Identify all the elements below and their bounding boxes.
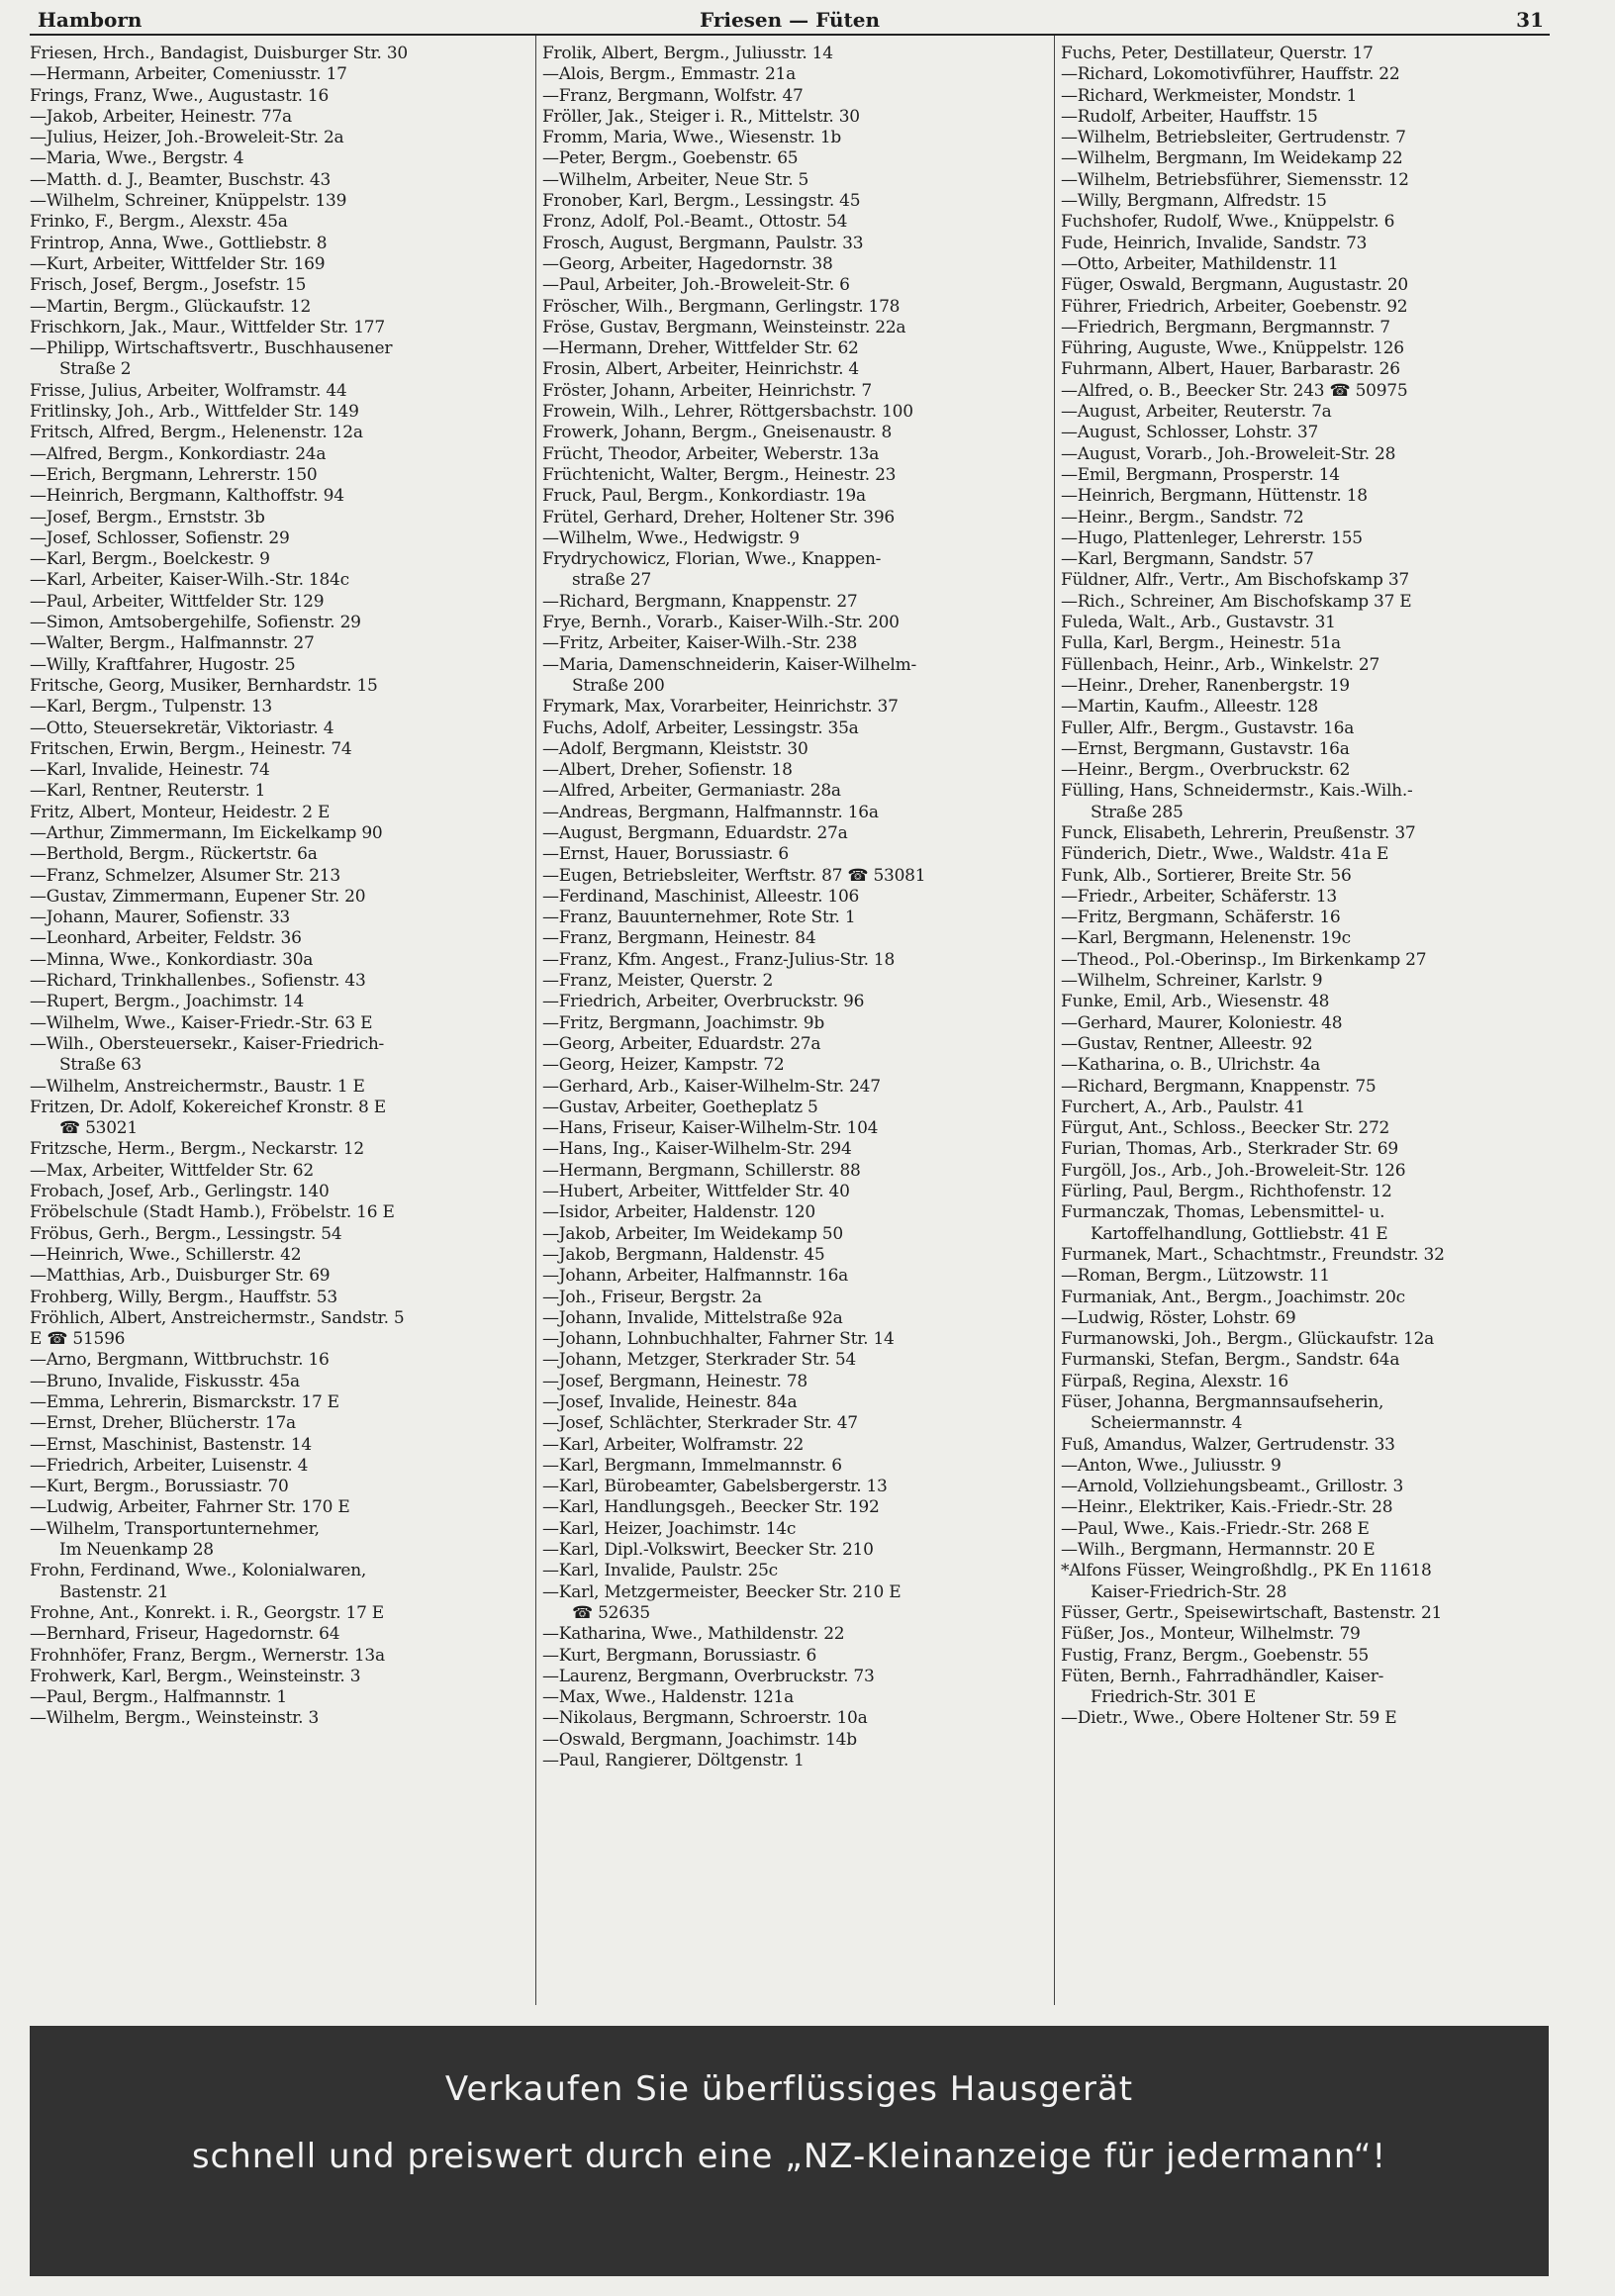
directory-entry: —Karl, Invalide, Paulstr. 25c (542, 1561, 778, 1581)
directory-entry: —Eugen, Betriebsleiter, Werftstr. 87 ☎ 53081 (542, 865, 926, 886)
directory-entry: Fronz, Adolf, Pol.-Beamt., Ottostr. 54 (542, 212, 848, 233)
directory-entry: —Jakob, Arbeiter, Im Weidekamp 50 (542, 1223, 843, 1244)
directory-entry: Fuhrmann, Albert, Hauer, Barbarastr. 26 (1061, 359, 1400, 380)
directory-entry: Frinko, F., Bergm., Alexstr. 45a (30, 212, 288, 233)
directory-entry: —Ernst, Maschinist, Bastenstr. 14 (30, 1434, 312, 1455)
directory-entry: Fustig, Franz, Bergm., Goebenstr. 55 (1061, 1645, 1370, 1666)
directory-entry: —Karl, Bürobeamter, Gabelsbergerstr. 13 (542, 1477, 888, 1497)
directory-entry: —Josef, Schlosser, Sofienstr. 29 (30, 527, 290, 548)
directory-entry: Fritsche, Georg, Musiker, Bernhardstr. 15 (30, 675, 378, 696)
directory-entry: Frowerk, Johann, Bergm., Gneisenaustr. 8 (542, 423, 893, 443)
directory-entry: Fröster, Johann, Arbeiter, Heinrichstr. 7 (542, 380, 872, 401)
directory-entry: —Joh., Friseur, Bergstr. 2a (542, 1287, 762, 1307)
directory-entry: Frisch, Josef, Bergm., Josefstr. 15 (30, 275, 307, 296)
directory-entry: —Gustav, Rentner, Alleestr. 92 (1061, 1033, 1313, 1054)
directory-entry: —Ludwig, Röster, Lohstr. 69 (1061, 1307, 1296, 1328)
directory-entry: —Wilhelm, Anstreichermstr., Baustr. 1 E (30, 1076, 365, 1097)
directory-entry: Frisse, Julius, Arbeiter, Wolframstr. 44 (30, 380, 347, 401)
directory-entry: Kartoffelhandlung, Gottliebstr. 41 E (1091, 1223, 1388, 1244)
directory-entry: —Alois, Bergm., Emmastr. 21a (542, 64, 796, 85)
directory-entry: —Berthold, Bergm., Rückertstr. 6a (30, 844, 318, 865)
directory-entry: —Katharina, o. B., Ulrichstr. 4a (1061, 1055, 1321, 1076)
directory-entry: —Kurt, Arbeiter, Wittfelder Str. 169 (30, 253, 326, 274)
directory-entry: —Josef, Schlächter, Sterkrader Str. 47 (542, 1413, 858, 1434)
column-divider (535, 36, 536, 2005)
directory-entry: —Wilhelm, Arbeiter, Neue Str. 5 (542, 169, 809, 190)
directory-entry: —Arthur, Zimmermann, Im Eickelkamp 90 (30, 822, 383, 843)
directory-entry: Fulla, Karl, Bergm., Heinestr. 51a (1061, 633, 1341, 654)
directory-entry: —Heinrich, Bergmann, Hüttenstr. 18 (1061, 486, 1368, 507)
directory-entry: Frydrychowicz, Florian, Wwe., Knappen- (542, 549, 882, 570)
directory-entry: Fronober, Karl, Bergm., Lessingstr. 45 (542, 191, 861, 212)
directory-entry: —Friedrich, Bergmann, Bergmannstr. 7 (1061, 317, 1390, 337)
directory-entry: —Karl, Heizer, Joachimstr. 14c (542, 1518, 797, 1539)
directory-entry: *Alfons Füsser, Weingroßhdlg., PK En 11618 (1061, 1561, 1432, 1581)
directory-entry: —Jakob, Arbeiter, Heinestr. 77a (30, 106, 292, 127)
directory-entry: —Franz, Schmelzer, Alsumer Str. 213 (30, 865, 340, 886)
directory-entry: —Wilhelm, Schreiner, Knüppelstr. 139 (30, 191, 347, 212)
directory-entry: —Georg, Arbeiter, Hagedornstr. 38 (542, 253, 833, 274)
directory-entry: —Hermann, Bergmann, Schillerstr. 88 (542, 1160, 861, 1181)
directory-entry: —Heinr., Bergm., Overbruckstr. 62 (1061, 760, 1351, 781)
directory-entry: —Georg, Heizer, Kampstr. 72 (542, 1055, 785, 1076)
directory-entry: —Fritz, Bergmann, Schäferstr. 16 (1061, 908, 1341, 928)
directory-entry: —Hans, Friseur, Kaiser-Wilhelm-Str. 104 (542, 1118, 879, 1139)
directory-entry: —Albert, Dreher, Sofienstr. 18 (542, 760, 793, 781)
directory-entry: —Otto, Steuersekretär, Viktoriastr. 4 (30, 718, 334, 738)
directory-entry: —Hubert, Arbeiter, Wittfelder Str. 40 (542, 1182, 850, 1202)
directory-entry: Frohberg, Willy, Bergm., Hauffstr. 53 (30, 1287, 337, 1307)
directory-entry: —Wilhelm, Betriebsleiter, Gertrudenstr. 7 (1061, 128, 1406, 148)
directory-entry: —Wilhelm, Wwe., Kaiser-Friedr.-Str. 63 E (30, 1012, 373, 1033)
directory-entry: Fürling, Paul, Bergm., Richthofenstr. 12 (1061, 1182, 1392, 1202)
directory-entry: Fünderich, Dietr., Wwe., Waldstr. 41a E (1061, 844, 1389, 865)
directory-entry: Frischkorn, Jak., Maur., Wittfelder Str. 177 (30, 317, 385, 337)
directory-entry: —Franz, Bauunternehmer, Rote Str. 1 (542, 908, 856, 928)
directory-entry: —Gustav, Arbeiter, Goetheplatz 5 (542, 1097, 818, 1117)
directory-entry: —Wilh., Obersteuersekr., Kaiser-Friedrich- (30, 1033, 385, 1054)
directory-entry: —Katharina, Wwe., Mathildenstr. 22 (542, 1624, 845, 1645)
directory-entry: Fuleda, Walt., Arb., Gustavstr. 31 (1061, 613, 1336, 633)
directory-entry: —Johann, Lohnbuchhalter, Fahrner Str. 14 (542, 1329, 895, 1350)
directory-entry: —Rich., Schreiner, Am Bischofskamp 37 E (1061, 591, 1412, 612)
directory-entry: Führer, Friedrich, Arbeiter, Goebenstr. 92 (1061, 296, 1408, 317)
directory-entry: Frohnhöfer, Franz, Bergm., Wernerstr. 13a (30, 1645, 385, 1666)
directory-entry: —Willy, Kraftfahrer, Hugostr. 25 (30, 654, 296, 675)
directory-entry: —Karl, Bergmann, Immelmannstr. 6 (542, 1455, 842, 1476)
directory-entry: —Ferdinand, Maschinist, Alleestr. 106 (542, 886, 860, 907)
page-number: 31 (1516, 8, 1544, 32)
header-city: Hamborn (38, 8, 142, 32)
directory-entry: —Johann, Arbeiter, Halfmannstr. 16a (542, 1266, 849, 1287)
directory-entry: —Fritz, Arbeiter, Kaiser-Wilh.-Str. 238 (542, 633, 858, 654)
directory-entry: Fürpaß, Regina, Alexstr. 16 (1061, 1371, 1288, 1391)
directory-entry: —Kurt, Bergmann, Borussiastr. 6 (542, 1645, 817, 1666)
directory-entry: —Laurenz, Bergmann, Overbruckstr. 73 (542, 1666, 875, 1686)
directory-entry: Funck, Elisabeth, Lehrerin, Preußenstr. 37 (1061, 822, 1416, 843)
directory-entry: —Paul, Arbeiter, Joh.-Broweleit-Str. 6 (542, 275, 850, 296)
directory-entry: Frobach, Josef, Arb., Gerlingstr. 140 (30, 1182, 330, 1202)
directory-entry: —Johann, Invalide, Mittelstraße 92a (542, 1307, 843, 1328)
directory-entry: Funke, Emil, Arb., Wiesenstr. 48 (1061, 992, 1330, 1012)
directory-entry: —Bernhard, Friseur, Hagedornstr. 64 (30, 1624, 340, 1645)
directory-entry: —Franz, Bergmann, Heinestr. 84 (542, 928, 816, 949)
directory-entry: —Richard, Werkmeister, Mondstr. 1 (1061, 85, 1358, 106)
directory-entry: Füllenbach, Heinr., Arb., Winkelstr. 27 (1061, 654, 1380, 675)
directory-entry: —Franz, Bergmann, Wolfstr. 47 (542, 85, 804, 106)
directory-entry: Fülling, Hans, Schneidermstr., Kais.-Wilh.- (1061, 781, 1413, 802)
directory-entry: —Philipp, Wirtschaftsvertr., Buschhausener (30, 338, 393, 359)
directory-entry: Furmaniak, Ant., Bergm., Joachimstr. 20c (1061, 1287, 1405, 1307)
directory-entry: —August, Bergmann, Eduardstr. 27a (542, 822, 848, 843)
directory-entry: —Johann, Maurer, Sofienstr. 33 (30, 908, 290, 928)
directory-entry: —Otto, Arbeiter, Mathildenstr. 11 (1061, 253, 1339, 274)
header-range: Friesen — Füten (699, 8, 881, 32)
directory-entry: —Gerhard, Arb., Kaiser-Wilhelm-Str. 247 (542, 1076, 881, 1097)
directory-entry: Frolik, Albert, Bergm., Juliusstr. 14 (542, 44, 833, 63)
directory-entry: —Hans, Ing., Kaiser-Wilhelm-Str. 294 (542, 1139, 852, 1160)
directory-entry: Frohne, Ant., Konrekt. i. R., Georgstr. 17 E (30, 1602, 384, 1623)
directory-entry: Furchert, A., Arb., Paulstr. 41 (1061, 1097, 1305, 1117)
directory-entry: Fröse, Gustav, Bergmann, Weinsteinstr. 22a (542, 317, 906, 337)
directory-entry: —Josef, Bergmann, Heinestr. 78 (542, 1371, 808, 1391)
directory-entry: —Maria, Damenschneiderin, Kaiser-Wilhelm- (542, 654, 916, 675)
directory-entry: —Martin, Kaufm., Alleestr. 128 (1061, 697, 1318, 718)
directory-column-3 (1061, 44, 1550, 1730)
directory-entry: Frings, Franz, Wwe., Augustastr. 16 (30, 85, 330, 106)
directory-entry: —Martin, Bergm., Glückaufstr. 12 (30, 296, 312, 317)
directory-entry: —Arnold, Vollziehungsbeamt., Grillostr. 3 (1061, 1477, 1404, 1497)
directory-entry: Fromm, Maria, Wwe., Wiesenstr. 1b (542, 128, 842, 148)
directory-entry: Fritschen, Erwin, Bergm., Heinestr. 74 (30, 738, 352, 759)
directory-entry: —Roman, Bergm., Lützowstr. 11 (1061, 1266, 1330, 1287)
directory-entry: Frintrop, Anna, Wwe., Gottliebstr. 8 (30, 233, 328, 253)
directory-entry: Fritlinsky, Joh., Arb., Wittfelder Str. 149 (30, 402, 359, 423)
directory-entry: Frücht, Theodor, Arbeiter, Weberstr. 13a (542, 443, 880, 464)
directory-entry: —Wilhelm, Bergmann, Im Weidekamp 22 (1061, 148, 1403, 169)
directory-entry: —Franz, Meister, Querstr. 2 (542, 971, 774, 992)
directory-entry: —Andreas, Bergmann, Halfmannstr. 16a (542, 802, 879, 822)
directory-entry: —Karl, Dipl.-Volkswirt, Beecker Str. 210 (542, 1540, 874, 1561)
directory-entry: straße 27 (572, 570, 652, 591)
directory-entry: —Karl, Metzgermeister, Beecker Str. 210 E (542, 1581, 902, 1602)
directory-entry: —Theod., Pol.-Oberinsp., Im Birkenkamp 27 (1061, 949, 1427, 970)
directory-entry: E ☎ 51596 (30, 1329, 126, 1350)
directory-entry: —Paul, Arbeiter, Wittfelder Str. 129 (30, 591, 325, 612)
directory-entry: —Karl, Bergm., Boelckestr. 9 (30, 549, 270, 570)
directory-entry: —Max, Arbeiter, Wittfelder Str. 62 (30, 1160, 314, 1181)
directory-entry: —Wilhelm, Bergm., Weinsteinstr. 3 (30, 1708, 320, 1729)
directory-entry: —Friedrich, Arbeiter, Luisenstr. 4 (30, 1455, 309, 1476)
directory-entry: —Heinr., Bergm., Sandstr. 72 (1061, 507, 1304, 527)
directory-entry: —Wilhelm, Schreiner, Karlstr. 9 (1061, 971, 1323, 992)
directory-entry: —Wilhelm, Betriebsführer, Siemensstr. 12 (1061, 169, 1409, 190)
directory-entry: Fritz, Albert, Monteur, Heidestr. 2 E (30, 802, 331, 822)
directory-entry: —Ernst, Bergmann, Gustavstr. 16a (1061, 738, 1350, 759)
directory-entry: Führing, Auguste, Wwe., Knüppelstr. 126 (1061, 338, 1404, 359)
directory-entry: Furmanowski, Joh., Bergm., Glückaufstr. 12a (1061, 1329, 1435, 1350)
directory-entry: —Karl, Bergmann, Helenenstr. 19c (1061, 928, 1351, 949)
directory-entry: —Matthias, Arb., Duisburger Str. 69 (30, 1266, 331, 1287)
directory-entry: —Karl, Invalide, Heinestr. 74 (30, 760, 270, 781)
directory-entry: —Bruno, Invalide, Fiskusstr. 45a (30, 1371, 300, 1391)
directory-entry: —Anton, Wwe., Juliusstr. 9 (1061, 1455, 1282, 1476)
directory-entry: —Heinrich, Wwe., Schillerstr. 42 (30, 1244, 302, 1265)
directory-entry: —Karl, Bergm., Tulpenstr. 13 (30, 697, 272, 718)
directory-entry: —Hermann, Dreher, Wittfelder Str. 62 (542, 338, 859, 359)
directory-entry: Furgöll, Jos., Arb., Joh.-Broweleit-Str. 126 (1061, 1160, 1406, 1181)
header-rule (30, 34, 1550, 36)
directory-entry: Füldner, Alfr., Vertr., Am Bischofskamp 37 (1061, 570, 1409, 591)
directory-entry: Frütel, Gerhard, Dreher, Holtener Str. 396 (542, 507, 895, 527)
directory-entry: —Maria, Wwe., Bergstr. 4 (30, 148, 244, 169)
directory-entry: —Dietr., Wwe., Obere Holtener Str. 59 E (1061, 1708, 1397, 1729)
directory-entry: Fritzsche, Herm., Bergm., Neckarstr. 12 (30, 1139, 364, 1160)
directory-entry: —Gustav, Zimmermann, Eupener Str. 20 (30, 886, 366, 907)
directory-entry: Füßer, Jos., Monteur, Wilhelmstr. 79 (1061, 1624, 1361, 1645)
directory-entry: Im Neuenkamp 28 (59, 1540, 214, 1561)
directory-entry: —Rupert, Bergm., Joachimstr. 14 (30, 992, 305, 1012)
directory-entry: Fröscher, Wilh., Bergmann, Gerlingstr. 178 (542, 296, 901, 317)
directory-entry: —Ernst, Dreher, Blücherstr. 17a (30, 1413, 296, 1434)
directory-entry: Fröbelschule (Stadt Hamb.), Fröbelstr. 16 E (30, 1202, 395, 1223)
directory-entry: Fritsch, Alfred, Bergm., Helenenstr. 12a (30, 423, 363, 443)
directory-entry: —August, Schlosser, Lohstr. 37 (1061, 423, 1319, 443)
directory-entry: —Julius, Heizer, Joh.-Broweleit-Str. 2a (30, 128, 344, 148)
directory-entry: Straße 200 (572, 675, 665, 696)
directory-entry: —Minna, Wwe., Konkordiastr. 30a (30, 949, 314, 970)
directory-entry: —Paul, Rangierer, Döltgenstr. 1 (542, 1751, 805, 1771)
directory-entry: ☎ 53021 (59, 1118, 138, 1139)
directory-entry: —August, Vorarb., Joh.-Broweleit-Str. 28 (1061, 443, 1396, 464)
directory-entry: —Georg, Arbeiter, Eduardstr. 27a (542, 1033, 821, 1054)
directory-entry: —Paul, Wwe., Kais.-Friedr.-Str. 268 E (1061, 1518, 1370, 1539)
column-divider (1054, 36, 1055, 2005)
directory-entry: —Hermann, Arbeiter, Comeniusstr. 17 (30, 64, 347, 85)
directory-entry: Füser, Johanna, Bergmannsaufseherin, (1061, 1392, 1384, 1412)
directory-entry: Fritzen, Dr. Adolf, Kokereichef Kronstr. 8 E (30, 1097, 386, 1117)
advertisement-banner (30, 2026, 1549, 2276)
directory-entry: Fröhlich, Albert, Anstreichermstr., Sandstr. 5 (30, 1307, 405, 1328)
directory-entry: —Richard, Bergmann, Knappenstr. 27 (542, 591, 858, 612)
directory-entry: —Walter, Bergm., Halfmannstr. 27 (30, 633, 315, 654)
directory-entry: Fröller, Jak., Steiger i. R., Mittelstr. 30 (542, 106, 860, 127)
directory-entry: —Richard, Lokomotivführer, Hauffstr. 22 (1061, 64, 1400, 85)
directory-entry: Füger, Oswald, Bergmann, Augustastr. 20 (1061, 275, 1409, 296)
directory-entry: —Karl, Handlungsgeh., Beecker Str. 192 (542, 1497, 880, 1518)
banner-line-1: Verkaufen Sie überflüssiges Hausgerät (444, 2069, 1134, 2109)
directory-entry: —Karl, Bergmann, Sandstr. 57 (1061, 549, 1314, 570)
directory-entry: Fuß, Amandus, Walzer, Gertrudenstr. 33 (1061, 1434, 1395, 1455)
directory-entry: —Richard, Bergmann, Knappenstr. 75 (1061, 1076, 1377, 1097)
directory-entry: Frosin, Albert, Arbeiter, Heinrichstr. 4 (542, 359, 859, 380)
directory-entry: —Jakob, Bergmann, Haldenstr. 45 (542, 1244, 825, 1265)
directory-entry: —Peter, Bergm., Goebenstr. 65 (542, 148, 799, 169)
directory-entry: —Adolf, Bergmann, Kleiststr. 30 (542, 738, 808, 759)
directory-entry: —Paul, Bergm., Halfmannstr. 1 (30, 1687, 287, 1708)
directory-entry: —Karl, Arbeiter, Kaiser-Wilh.-Str. 184c (30, 570, 349, 591)
directory-entry: —Karl, Arbeiter, Wolframstr. 22 (542, 1434, 805, 1455)
directory-entry: Furmanski, Stefan, Bergm., Sandstr. 64a (1061, 1350, 1400, 1371)
directory-entry: —Emma, Lehrerin, Bismarckstr. 17 E (30, 1392, 339, 1412)
directory-entry: Scheiermannstr. 4 (1091, 1413, 1243, 1434)
directory-entry: —Josef, Invalide, Heinestr. 84a (542, 1392, 798, 1412)
directory-column-2 (542, 44, 1049, 1771)
directory-entry: Fruck, Paul, Bergm., Konkordiastr. 19a (542, 486, 866, 507)
directory-entry: —Kurt, Bergm., Borussiastr. 70 (30, 1477, 289, 1497)
directory-entry: —Max, Wwe., Haldenstr. 121a (542, 1687, 794, 1708)
directory-entry: Frohwerk, Karl, Bergm., Weinsteinstr. 3 (30, 1666, 361, 1686)
directory-entry: Frohn, Ferdinand, Wwe., Kolonialwaren, (30, 1561, 367, 1581)
directory-entry: Fürgut, Ant., Schloss., Beecker Str. 272 (1061, 1118, 1390, 1139)
directory-entry: Straße 2 (59, 359, 132, 380)
directory-entry: Fuchs, Peter, Destillateur, Querstr. 17 (1061, 44, 1374, 63)
directory-entry: —Fritz, Bergmann, Joachimstr. 9b (542, 1012, 825, 1033)
directory-entry: —Matth. d. J., Beamter, Buschstr. 43 (30, 169, 332, 190)
directory-entry: Furian, Thomas, Arb., Sterkrader Str. 69 (1061, 1139, 1398, 1160)
directory-entry: —Friedrich, Arbeiter, Overbruckstr. 96 (542, 992, 865, 1012)
directory-entry: Funk, Alb., Sortierer, Breite Str. 56 (1061, 865, 1352, 886)
directory-entry: Füsser, Gertr., Speisewirtschaft, Bastenstr. 21 (1061, 1602, 1443, 1623)
directory-entry: Straße 63 (59, 1055, 142, 1076)
directory-entry: Friedrich-Str. 301 E (1091, 1687, 1256, 1708)
directory-entry: —Wilhelm, Wwe., Hedwigstr. 9 (542, 527, 800, 548)
directory-entry: —Erich, Bergmann, Lehrerstr. 150 (30, 464, 318, 485)
directory-entry: —Arno, Bergmann, Wittbruchstr. 16 (30, 1350, 330, 1371)
directory-entry: —Heinrich, Bergmann, Kalthoffstr. 94 (30, 486, 344, 507)
directory-entry: —Heinr., Dreher, Ranenbergstr. 19 (1061, 675, 1350, 696)
directory-entry: Bastenstr. 21 (59, 1581, 169, 1602)
directory-entry: Straße 285 (1091, 802, 1184, 822)
directory-entry: —Karl, Rentner, Reuterstr. 1 (30, 781, 266, 802)
directory-entry: —Josef, Bergm., Ernststr. 3b (30, 507, 265, 527)
directory-entry: Fuller, Alfr., Bergm., Gustavstr. 16a (1061, 718, 1355, 738)
directory-entry: —Hugo, Plattenleger, Lehrerstr. 155 (1061, 527, 1363, 548)
directory-entry: —Rudolf, Arbeiter, Hauffstr. 15 (1061, 106, 1318, 127)
directory-entry: —Simon, Amtsobergehilfe, Sofienstr. 29 (30, 613, 361, 633)
directory-column-1 (30, 44, 530, 1730)
directory-entry: Friesen, Hrch., Bandagist, Duisburger Str. 30 (30, 44, 408, 63)
directory-entry: Fuchshofer, Rudolf, Wwe., Knüppelstr. 6 (1061, 212, 1395, 233)
directory-entry: Furmanek, Mart., Schachtmstr., Freundstr. 32 (1061, 1244, 1445, 1265)
directory-entry: —Heinr., Elektriker, Kais.-Friedr.-Str. 28 (1061, 1497, 1393, 1518)
directory-entry: —Alfred, o. B., Beecker Str. 243 ☎ 50975 (1061, 380, 1408, 401)
banner-line-2: schnell und preiswert durch eine „NZ-Kleinanzeige für jedermann“! (191, 2137, 1387, 2176)
directory-entry: Kaiser-Friedrich-Str. 28 (1091, 1581, 1287, 1602)
directory-entry: —Alfred, Bergm., Konkordiastr. 24a (30, 443, 327, 464)
directory-entry: —Ernst, Hauer, Borussiastr. 6 (542, 844, 789, 865)
directory-entry: —Friedr., Arbeiter, Schäferstr. 13 (1061, 886, 1337, 907)
directory-entry: Frye, Bernh., Vorarb., Kaiser-Wilh.-Str. 200 (542, 613, 900, 633)
directory-entry: —Ludwig, Arbeiter, Fahrner Str. 170 E (30, 1497, 350, 1518)
directory-entry: Frosch, August, Bergmann, Paulstr. 33 (542, 233, 864, 253)
directory-entry: Fuchs, Adolf, Arbeiter, Lessingstr. 35a (542, 718, 859, 738)
directory-entry: —August, Arbeiter, Reuterstr. 7a (1061, 402, 1332, 423)
directory-entry: —Leonhard, Arbeiter, Feldstr. 36 (30, 928, 302, 949)
directory-entry: Fröbus, Gerh., Bergm., Lessingstr. 54 (30, 1223, 342, 1244)
directory-entry: Furmanczak, Thomas, Lebensmittel- u. (1061, 1202, 1385, 1223)
directory-entry: —Oswald, Bergmann, Joachimstr. 14b (542, 1729, 857, 1750)
directory-entry: —Nikolaus, Bergmann, Schroerstr. 10a (542, 1708, 868, 1729)
directory-entry: Frymark, Max, Vorarbeiter, Heinrichstr. 37 (542, 697, 899, 718)
directory-entry: —Isidor, Arbeiter, Haldenstr. 120 (542, 1202, 815, 1223)
directory-entry: —Wilhelm, Transportunternehmer, (30, 1518, 320, 1539)
directory-entry: —Johann, Metzger, Sterkrader Str. 54 (542, 1350, 856, 1371)
directory-entry: —Franz, Kfm. Angest., Franz-Julius-Str. 18 (542, 949, 896, 970)
directory-entry: —Emil, Bergmann, Prosperstr. 14 (1061, 464, 1340, 485)
directory-entry: —Richard, Trinkhallenbes., Sofienstr. 43 (30, 971, 366, 992)
directory-entry: —Gerhard, Maurer, Koloniestr. 48 (1061, 1012, 1343, 1033)
directory-entry: Fude, Heinrich, Invalide, Sandstr. 73 (1061, 233, 1368, 253)
directory-entry: —Alfred, Arbeiter, Germaniastr. 28a (542, 781, 841, 802)
directory-entry: —Willy, Bergmann, Alfredstr. 15 (1061, 191, 1327, 212)
directory-entry: ☎ 52635 (572, 1602, 650, 1623)
directory-entry: —Wilh., Bergmann, Hermannstr. 20 E (1061, 1540, 1376, 1561)
directory-entry: Früchtenicht, Walter, Bergm., Heinestr. 23 (542, 464, 897, 485)
directory-entry: Füten, Bernh., Fahrradhändler, Kaiser- (1061, 1666, 1384, 1686)
directory-entry: Frowein, Wilh., Lehrer, Röttgersbachstr. 100 (542, 402, 913, 423)
